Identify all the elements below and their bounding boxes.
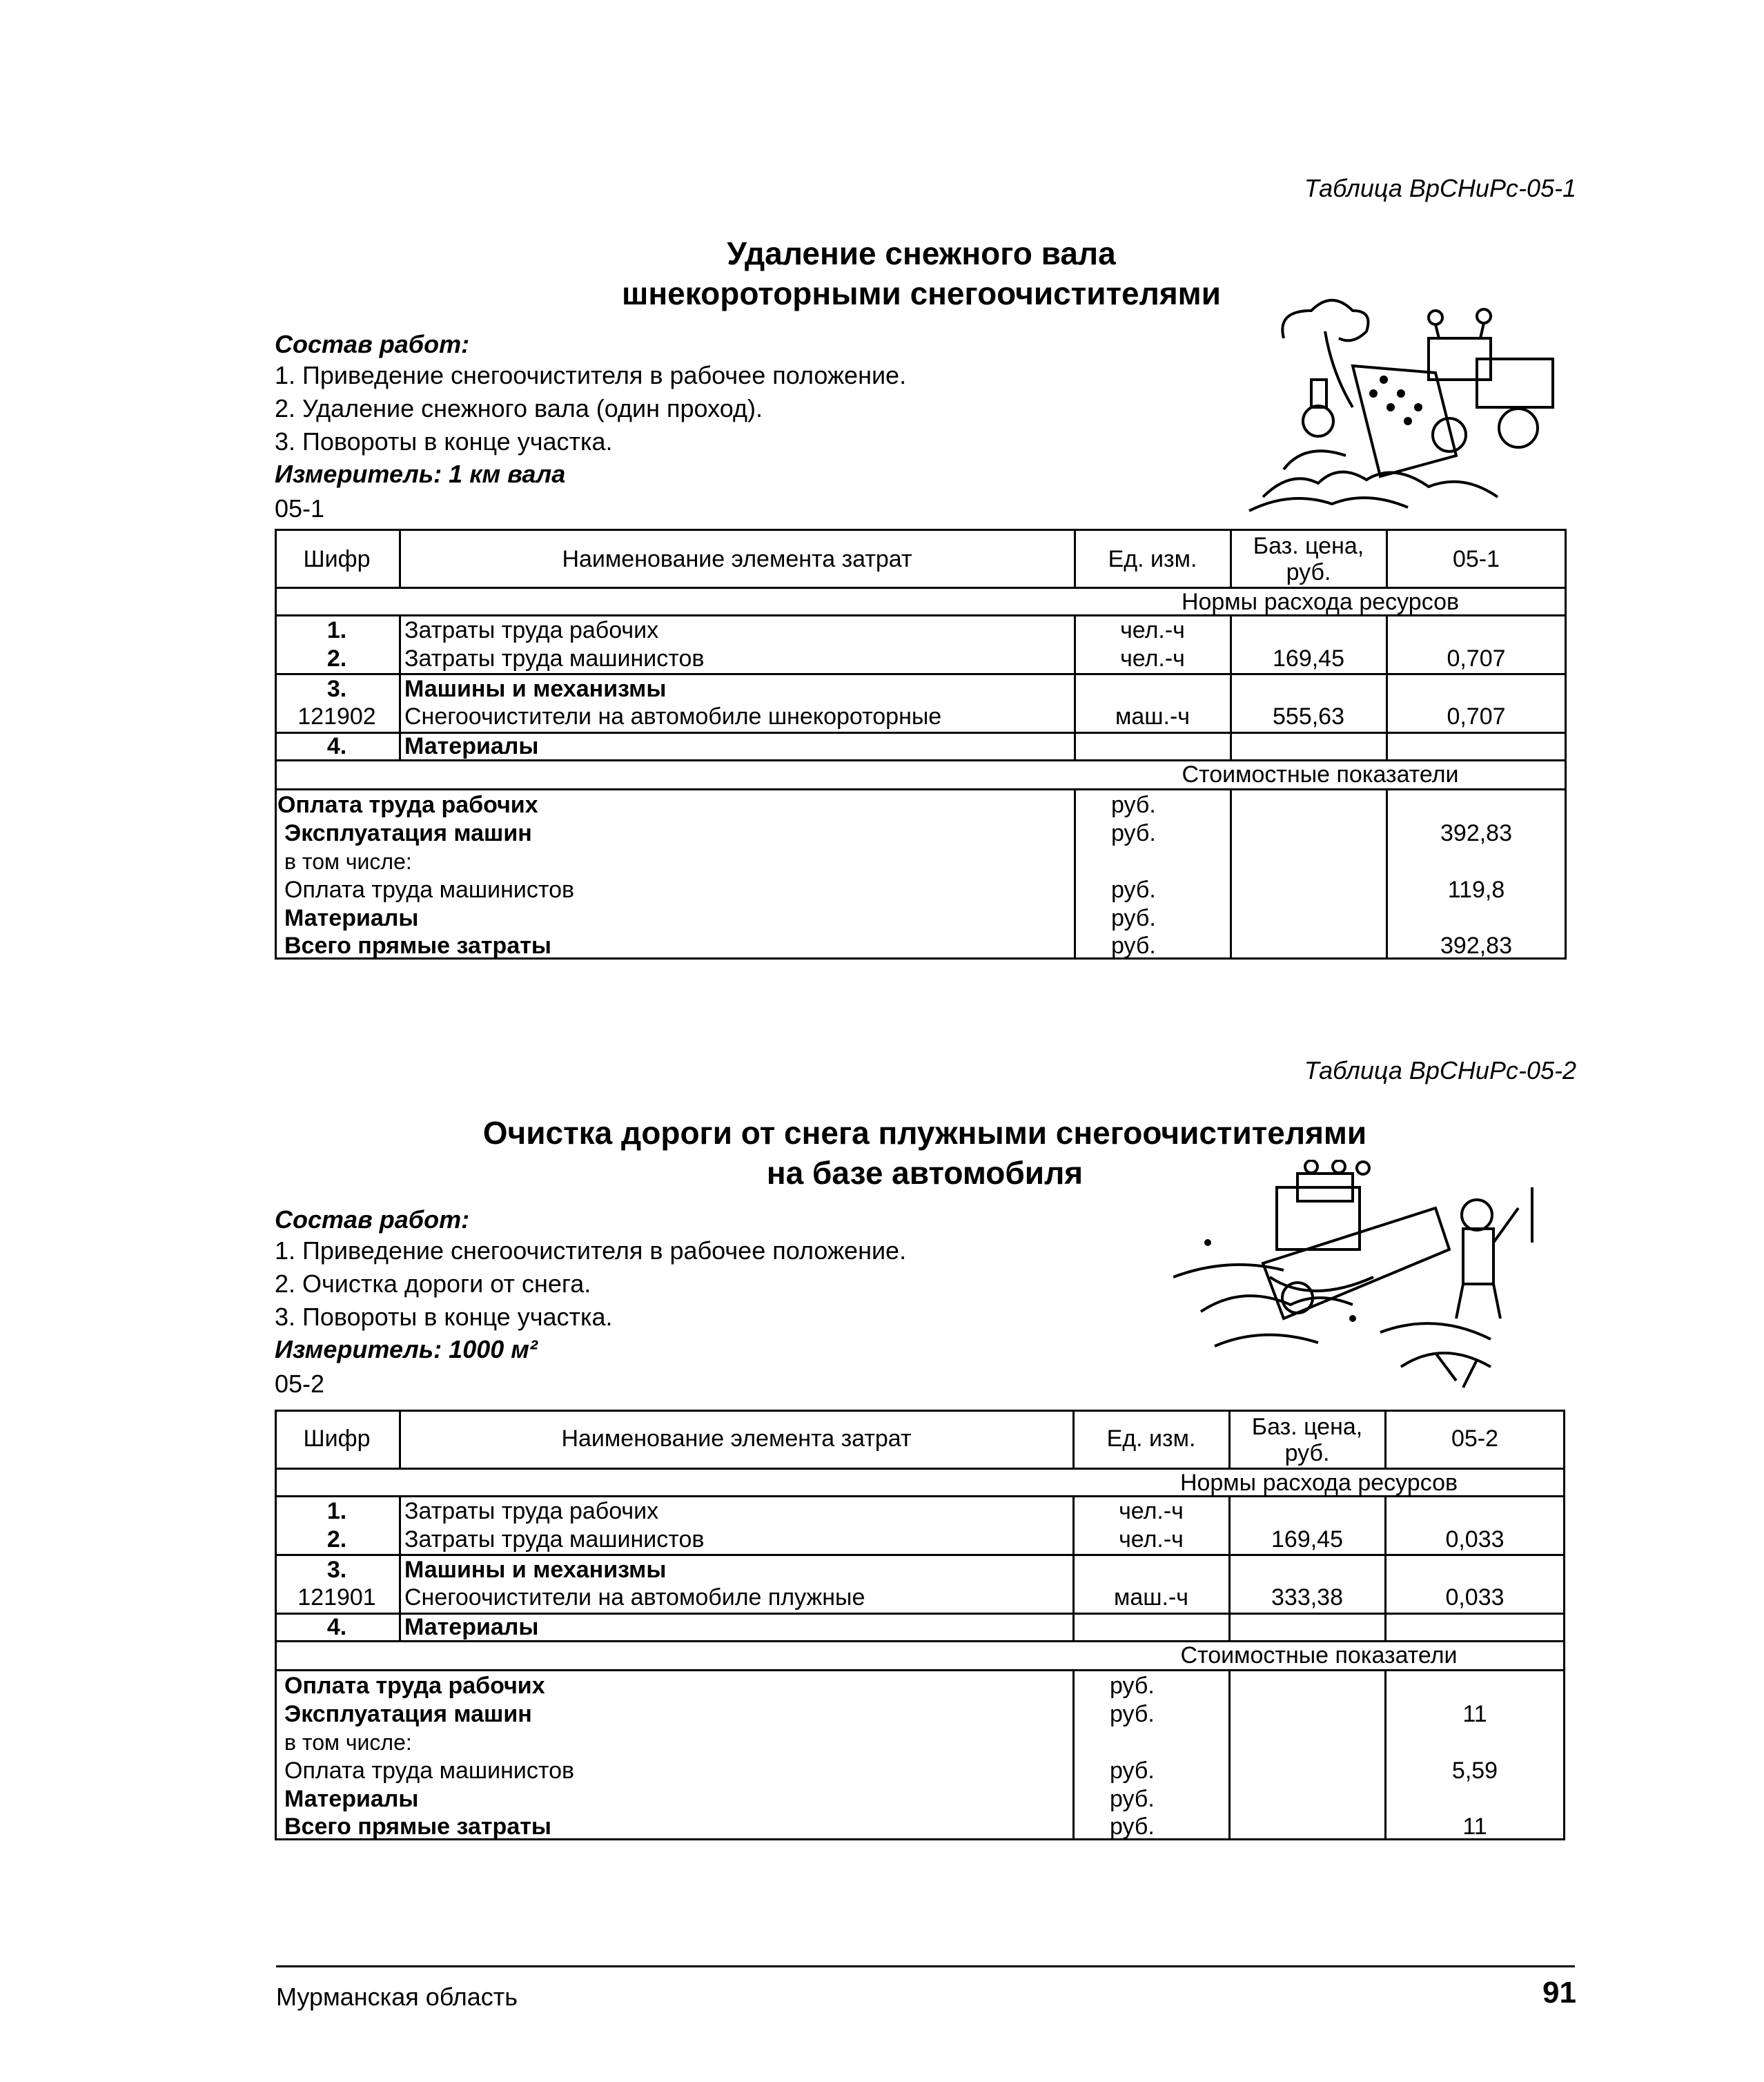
cost-value: 119,8 bbox=[1447, 877, 1505, 903]
cost-value: 392,83 bbox=[1440, 820, 1512, 846]
col-header-name: Наименование элемента затрат bbox=[561, 1426, 912, 1452]
cost-unit: руб. bbox=[1111, 877, 1156, 903]
cost-name: Материалы bbox=[284, 1786, 419, 1812]
row-num: 4. bbox=[326, 1614, 347, 1640]
cost-name: в том числе: bbox=[284, 1730, 412, 1755]
section-title bbox=[525, 233, 1318, 313]
step-item: 1. Приведение снегоочистителя в рабочее положение. bbox=[275, 361, 907, 389]
row-num: 2. bbox=[326, 1526, 347, 1553]
row-name: Снегоочистители на автомобиле плужные bbox=[404, 1584, 865, 1611]
row-name: Затраты труда рабочих bbox=[404, 1498, 659, 1524]
table-label: Таблица ВрСНиРс-05-2 bbox=[1304, 1056, 1576, 1084]
cost-unit: руб. bbox=[1111, 820, 1156, 846]
row-num: 121902 bbox=[297, 703, 376, 730]
title-line: Очистка дороги от снега плужными снегоочистителями bbox=[482, 1115, 1367, 1151]
cost-unit: руб. bbox=[1111, 905, 1156, 931]
cost-unit: руб. bbox=[1111, 792, 1156, 818]
row-name: Затраты труда рабочих bbox=[404, 617, 659, 643]
cost-value: 11 bbox=[1462, 1701, 1487, 1727]
cost-unit: руб. bbox=[1110, 1701, 1155, 1727]
work-composition-heading: Состав работ: bbox=[275, 330, 470, 358]
col-header-shifr: Шифр bbox=[303, 546, 371, 572]
row-value: 0,033 bbox=[1445, 1584, 1505, 1611]
row-num: 3. bbox=[326, 676, 347, 702]
steps-list bbox=[275, 1234, 906, 1334]
title-line: на базе автомобиля bbox=[766, 1155, 1084, 1191]
row-name: Материалы bbox=[404, 1614, 539, 1640]
row-price: 169,45 bbox=[1271, 1526, 1343, 1553]
snowplow-illustration bbox=[1173, 1160, 1560, 1394]
row-num: 3. bbox=[326, 1557, 347, 1583]
row-price: 333,38 bbox=[1271, 1584, 1343, 1611]
cost-name: Всего прямые затраты bbox=[284, 933, 551, 959]
row-price: 169,45 bbox=[1273, 645, 1344, 672]
cost-name: Оплата труда машинистов bbox=[284, 1758, 575, 1784]
row-name: Материалы bbox=[404, 733, 539, 759]
cost-value: 392,83 bbox=[1440, 933, 1512, 959]
cost-name: Эксплуатация машин bbox=[284, 1701, 532, 1727]
col-header-price: Баз. цена, руб. bbox=[1253, 533, 1364, 585]
cost-name: Оплата труда рабочих bbox=[277, 792, 538, 818]
measure-unit: Измеритель: 1 км вала bbox=[275, 460, 566, 488]
row-unit: чел.-ч bbox=[1119, 1498, 1184, 1524]
step-item: 3. Повороты в конце участка. bbox=[275, 1303, 613, 1331]
row-num: 1. bbox=[326, 1498, 347, 1524]
cost-value: 11 bbox=[1462, 1813, 1487, 1840]
col-header-unit: Ед. изм. bbox=[1106, 1426, 1196, 1452]
row-unit: чел.-ч bbox=[1119, 1526, 1184, 1553]
col-header-value: 05-1 bbox=[1452, 546, 1500, 572]
title-line: шнекороторными снегоочистителями bbox=[622, 275, 1221, 311]
row-name: Снегоочистители на автомобиле шнекороторные bbox=[404, 703, 942, 730]
cost-unit: руб. bbox=[1110, 1786, 1155, 1812]
norms-section-title: Нормы расхода ресурсов bbox=[1181, 589, 1460, 615]
step-item: 3. Повороты в конце участка. bbox=[275, 427, 613, 456]
work-composition-heading: Состав работ: bbox=[275, 1205, 470, 1234]
norms-section-title: Нормы расхода ресурсов bbox=[1179, 1470, 1458, 1496]
row-name: Машины и механизмы bbox=[404, 676, 667, 702]
table-code: 05-1 bbox=[275, 494, 325, 523]
snowblower-illustration bbox=[1242, 290, 1567, 518]
row-num: 121901 bbox=[297, 1584, 376, 1611]
row-unit: маш.-ч bbox=[1113, 1584, 1189, 1611]
footer-divider bbox=[276, 1965, 1575, 1967]
row-unit: маш.-ч bbox=[1115, 703, 1190, 730]
row-value: 0,707 bbox=[1447, 703, 1506, 730]
cost-name: Материалы bbox=[284, 905, 419, 931]
row-value: 0,707 bbox=[1447, 645, 1506, 672]
cost-name: Оплата труда машинистов bbox=[284, 877, 575, 903]
steps-list bbox=[275, 359, 906, 458]
row-name: Затраты труда машинистов bbox=[404, 645, 705, 672]
cost-name: Эксплуатация машин bbox=[284, 820, 532, 846]
footer-region: Мурманская область bbox=[276, 1983, 518, 2011]
page-number: 91 bbox=[1542, 1976, 1576, 2010]
col-header-shifr: Шифр bbox=[303, 1426, 371, 1452]
cost-unit: руб. bbox=[1110, 1673, 1155, 1699]
row-num: 2. bbox=[326, 645, 347, 672]
row-unit: чел.-ч bbox=[1120, 617, 1185, 643]
step-item: 2. Удаление снежного вала (один проход). bbox=[275, 394, 763, 422]
title-line: Удаление снежного вала bbox=[727, 235, 1116, 271]
cost-unit: руб. bbox=[1111, 933, 1156, 959]
cost-section-title: Стоимостные показатели bbox=[1182, 761, 1459, 788]
step-item: 1. Приведение снегоочистителя в рабочее положение. bbox=[275, 1236, 907, 1265]
row-name: Машины и механизмы bbox=[404, 1557, 667, 1583]
cost-name: Оплата труда рабочих bbox=[284, 1673, 545, 1699]
measure-unit: Измеритель: 1000 м² bbox=[275, 1335, 538, 1363]
row-name: Затраты труда машинистов bbox=[404, 1526, 705, 1553]
cost-name: в том числе: bbox=[284, 849, 412, 874]
col-header-value: 05-2 bbox=[1451, 1426, 1499, 1452]
cost-unit: руб. bbox=[1110, 1758, 1155, 1784]
col-header-name: Наименование элемента затрат bbox=[562, 546, 912, 572]
col-header-price: Баз. цена, руб. bbox=[1251, 1414, 1363, 1466]
table-label: Таблица ВрСНиРс-05-1 bbox=[1304, 174, 1576, 202]
cost-value: 5,59 bbox=[1451, 1758, 1498, 1784]
table-code: 05-2 bbox=[275, 1370, 325, 1398]
col-header-unit: Ед. изм. bbox=[1108, 546, 1197, 572]
cost-name: Всего прямые затраты bbox=[284, 1813, 551, 1840]
row-unit: чел.-ч bbox=[1120, 645, 1185, 672]
row-value: 0,033 bbox=[1445, 1526, 1505, 1553]
cost-unit: руб. bbox=[1110, 1813, 1155, 1840]
row-num: 4. bbox=[326, 733, 347, 759]
row-price: 555,63 bbox=[1273, 703, 1344, 730]
step-item: 2. Очистка дороги от снега. bbox=[275, 1269, 591, 1298]
row-num: 1. bbox=[326, 617, 347, 643]
cost-section-title: Стоимостные показатели bbox=[1180, 1642, 1458, 1668]
